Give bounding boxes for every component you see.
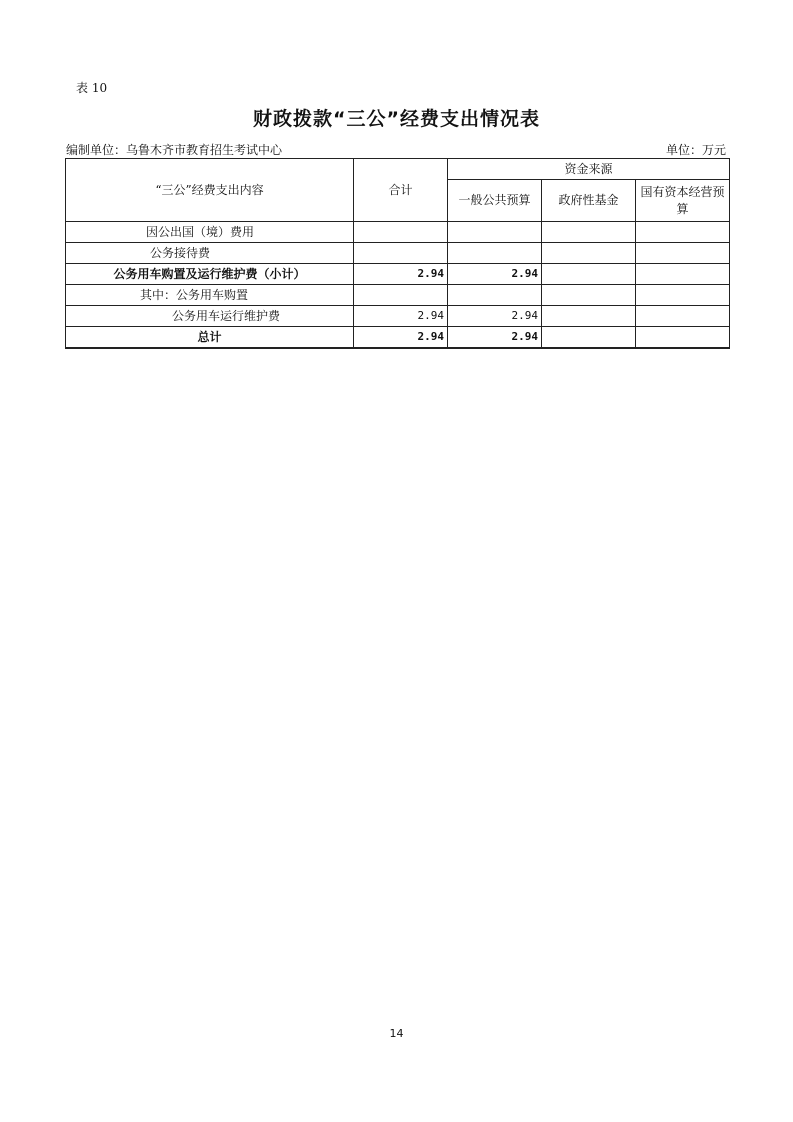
header-general-budget: 一般公共预算 — [448, 180, 542, 222]
page-number: 14 — [389, 1027, 404, 1040]
row-total: 2.94 — [354, 306, 448, 327]
row-total: 2.94 — [354, 327, 448, 349]
row-label: 其中：公务用车购置 — [66, 285, 354, 306]
row-label: 公务接待费 — [66, 243, 354, 264]
expense-table — [65, 158, 730, 349]
table-row — [66, 306, 730, 327]
compiling-unit: 编制单位：乌鲁木齐市教育招生考试中心 — [66, 143, 283, 157]
table-number: 表 10 — [76, 81, 108, 95]
row-fund — [542, 306, 636, 327]
row-state — [636, 306, 730, 327]
row-total: 2.94 — [354, 264, 448, 285]
row-general — [448, 222, 542, 243]
table-row — [66, 264, 730, 285]
row-state — [636, 222, 730, 243]
row-fund — [542, 264, 636, 285]
header-row-1 — [66, 159, 730, 180]
row-label: 公务用车购置及运行维护费（小计） — [66, 264, 354, 285]
row-fund — [542, 243, 636, 264]
row-total — [354, 222, 448, 243]
row-general: 2.94 — [448, 264, 542, 285]
row-label: 因公出国（境）费用 — [66, 222, 354, 243]
header-government-fund: 政府性基金 — [542, 180, 636, 222]
page-title: 财政拨款“三公”经费支出情况表 — [253, 108, 540, 130]
table-row — [66, 222, 730, 243]
row-fund — [542, 285, 636, 306]
header-source: 资金来源 — [448, 159, 730, 180]
header-total: 合计 — [354, 159, 448, 222]
header-content: “三公”经费支出内容 — [66, 159, 354, 222]
row-state — [636, 264, 730, 285]
row-state — [636, 285, 730, 306]
row-fund — [542, 327, 636, 349]
header-state-capital-budget: 国有资本经营预算 — [636, 180, 730, 222]
row-state — [636, 327, 730, 349]
table-row-total — [66, 327, 730, 349]
row-general: 2.94 — [448, 327, 542, 349]
table-row — [66, 285, 730, 306]
row-label: 总计 — [66, 327, 354, 349]
row-label: 公务用车运行维护费 — [66, 306, 354, 327]
row-total — [354, 243, 448, 264]
row-general — [448, 243, 542, 264]
row-general: 2.94 — [448, 306, 542, 327]
table-row — [66, 243, 730, 264]
currency-unit: 单位：万元 — [665, 143, 726, 157]
row-fund — [542, 222, 636, 243]
row-total — [354, 285, 448, 306]
row-general — [448, 285, 542, 306]
row-state — [636, 243, 730, 264]
